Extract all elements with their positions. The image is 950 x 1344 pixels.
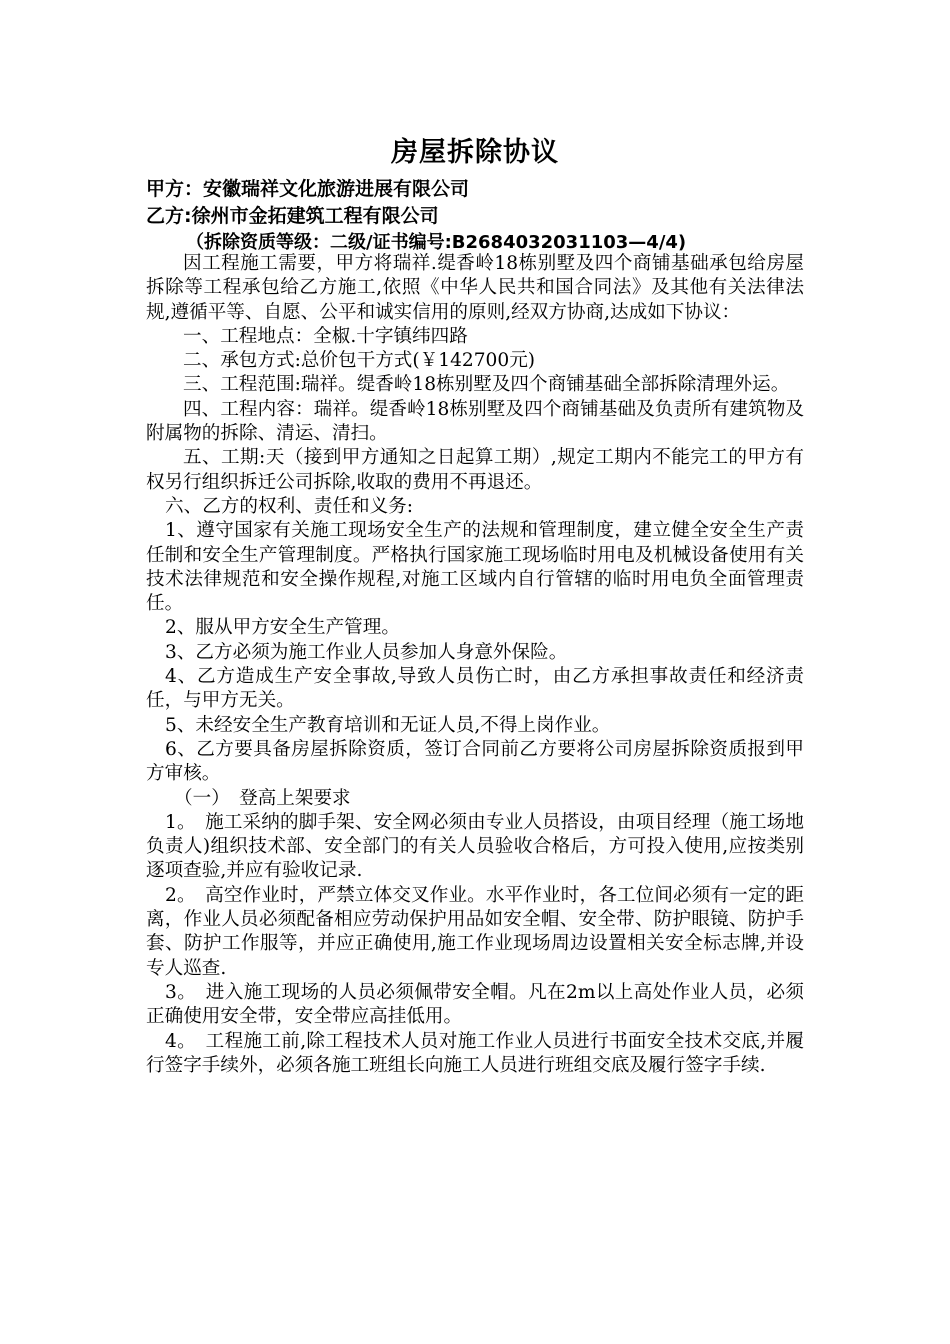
duty-item: 5、未经安全生产教育培训和无证人员,不得上岗作业。 bbox=[165, 714, 611, 736]
duty-item: 4、乙方造成生产安全事故,导致人员伤亡时，由乙方承担事故责任和经济责任，与甲方无关。 bbox=[146, 666, 804, 712]
document-title: 房屋拆除协议 bbox=[391, 137, 559, 168]
climbing-item: 4。 工程施工前,除工程技术人员对施工作业人员进行书面安全技术交底,并履行签字手续外，必须各施工班组长向施工人员进行班组交底及履行签字手续. bbox=[146, 1030, 804, 1076]
agreement-body bbox=[146, 252, 804, 1078]
clause-content: 四、工程内容：瑞祥。缇香岭18栋别墅及四个商铺基础及负责所有建筑物及附属物的拆除、清运、清扫。 bbox=[146, 398, 804, 445]
section-heading-climbing: （一） 登高上架要求 bbox=[174, 787, 351, 809]
climbing-item: 3。 进入施工现场的人员必须佩带安全帽。凡在2m以上高处作业人员，必须正确使用安全带，安全带应高挂低用。 bbox=[146, 981, 804, 1028]
duty-item: 2、服从甲方安全生产管理。 bbox=[165, 617, 400, 639]
party-b: 乙方:徐州市金拓建筑工程有限公司 bbox=[146, 205, 439, 227]
qualification-line: （拆除资质等级：二级/证书编号:B2684032031103—4/4) bbox=[186, 232, 687, 253]
intro-paragraph: 因工程施工需要，甲方将瑞祥.缇香岭18栋别墅及四个商铺基础承包给房屋拆除等工程承包给乙方施工,依照《中华人民共和国合同法》及其他有关法律法规,遵循平等、自愿、公平和诚实信用的原则,经双方协商,达成如下协议： bbox=[146, 253, 804, 323]
climbing-item: 1。 施工采纳的脚手架、安全网必须由专业人员搭设，由项目经理（施工场地负责人)组织技术部、安全部门的有关人员验收合格后，方可投入使用,应按类别逐项查验,并应有验收记录. bbox=[146, 811, 804, 882]
duty-item: 1、遵守国家有关施工现场安全生产的法规和管理制度，建立健全安全生产责任制和安全生产管理制度。严格执行国家施工现场临时用电及机械设备使用有关技术法律规范和安全操作规程,对施工区域内自行管辖的临时用电负全面管理责任。 bbox=[146, 520, 804, 615]
clause-contract-method: 二、承包方式:总价包干方式(￥142700元) bbox=[183, 350, 536, 372]
climbing-item: 2。 高空作业时，严禁立体交叉作业。水平作业时，各工位间必须有一定的距离，作业人员必须配备相应劳动保护用品如安全帽、安全带、防护眼镜、防护手套、防护工作服等，并应正确使用,施工作业现场周边设置相关安全标志牌,并设专人巡查. bbox=[146, 884, 804, 979]
clause-party-b-duties: 六、乙方的权利、责任和义务: bbox=[165, 495, 413, 517]
clause-scope: 三、工程范围:瑞祥。缇香岭18栋别墅及四个商铺基础全部拆除清理外运。 bbox=[183, 374, 790, 396]
duty-item: 6、乙方要具备房屋拆除资质，签订合同前乙方要将公司房屋拆除资质报到甲方审核。 bbox=[146, 738, 804, 785]
clause-duration: 五、工期:天（接到甲方通知之日起算工期）,规定工期内不能完工的甲方有权另行组织拆迁公司拆除,收取的费用不再退还。 bbox=[146, 447, 804, 493]
duty-item: 3、乙方必须为施工作业人员参加人身意外保险。 bbox=[165, 641, 568, 663]
clause-location: 一、工程地点：全椒.十字镇纬四路 bbox=[183, 325, 468, 347]
party-a: 甲方：安徽瑞祥文化旅游进展有限公司 bbox=[146, 178, 470, 200]
